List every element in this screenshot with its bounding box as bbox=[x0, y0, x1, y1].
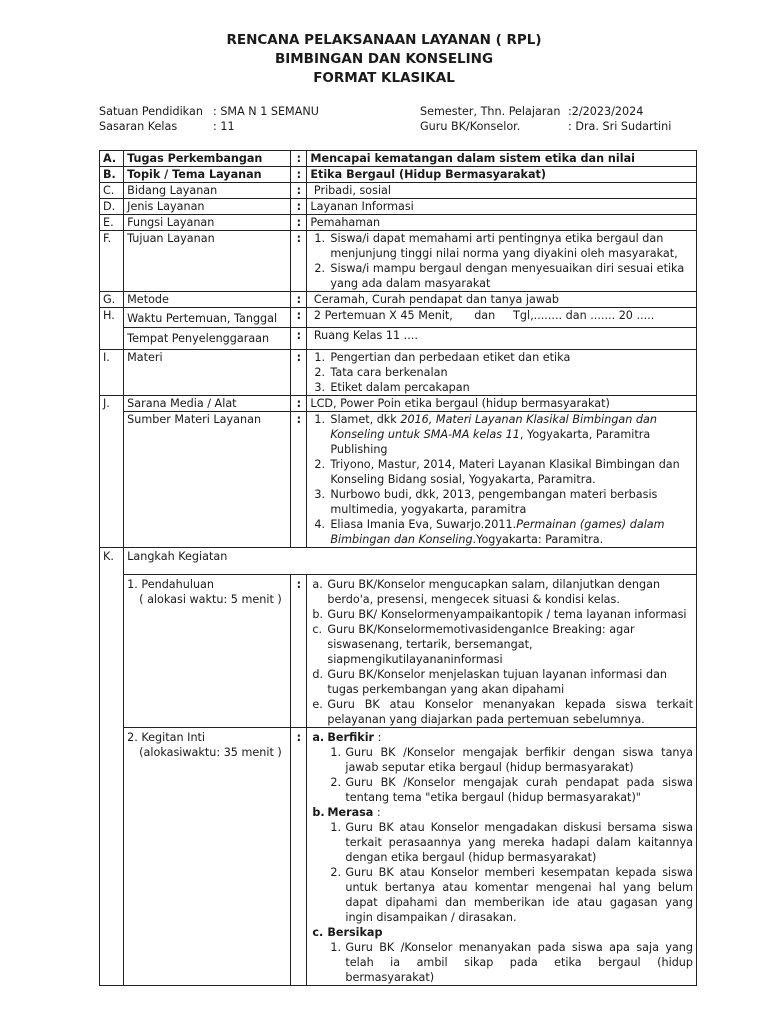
list-marker: d. bbox=[312, 667, 324, 681]
merasa-list bbox=[310, 820, 693, 925]
colon: : bbox=[291, 199, 307, 215]
row-code: K. bbox=[100, 548, 124, 575]
row-metode bbox=[100, 292, 697, 308]
group-title: Berfikir bbox=[327, 730, 375, 744]
row-materi bbox=[100, 350, 697, 396]
row-value: LCD, Power Poin etika bergaul (hidup bermasyarakat) bbox=[307, 396, 697, 412]
row-fungsi bbox=[100, 215, 697, 231]
row-tugas-perkembangan bbox=[100, 151, 697, 167]
group-marker: b. bbox=[312, 805, 325, 819]
colon: : bbox=[291, 167, 307, 183]
row-label: Materi bbox=[124, 350, 291, 396]
row-code: F. bbox=[100, 231, 124, 292]
colon: : bbox=[291, 328, 307, 350]
row-tempat bbox=[100, 328, 697, 350]
list-marker: b. bbox=[312, 607, 324, 621]
row-jenis bbox=[100, 199, 697, 215]
group-marker: c. bbox=[312, 925, 324, 939]
row-code: B. bbox=[100, 167, 124, 183]
inti-groups bbox=[310, 730, 693, 745]
inti-groups bbox=[310, 805, 693, 820]
list-marker: 1. bbox=[330, 820, 342, 834]
list-text: Guru BK/Konselor mengucapkan salam, dilanjutkan dengan berdo'a, presensi, mengecek situasi & kondisi kelas. bbox=[327, 577, 661, 606]
list-text: Etiket dalam percakapan bbox=[330, 381, 470, 394]
row-value: Mencapai kematangan dalam sistem etika dan nilai bbox=[307, 151, 697, 167]
list-marker: 4. bbox=[314, 518, 326, 531]
list-marker: 2. bbox=[314, 262, 326, 275]
row-code: J. bbox=[100, 396, 124, 412]
row-label: Waktu Pertemuan, Tanggal bbox=[124, 308, 291, 328]
list-item bbox=[310, 775, 693, 805]
group-merasa bbox=[310, 805, 693, 820]
group-berfikir bbox=[310, 730, 693, 745]
colon: : bbox=[291, 183, 307, 199]
list-text: .Yogyakarta: Paramitra. bbox=[472, 533, 604, 546]
row-value: Ruang Kelas 11 .... bbox=[307, 328, 697, 350]
school-value: : SMA N 1 SEMANU bbox=[213, 105, 319, 118]
list-text-italic: 2016, Materi Layanan Klasikal Bimbingan dan Konseling untuk SMA-MA kelas 11 bbox=[330, 413, 657, 441]
list-item bbox=[310, 865, 693, 925]
row-code-empty bbox=[100, 574, 124, 727]
berfikir-list bbox=[310, 745, 693, 805]
row-code-empty bbox=[100, 328, 124, 350]
teacher-value: : Dra. Sri Sudartini bbox=[568, 120, 672, 133]
list-text: Guru BK atau Konselor menanyakan kepada siswa terkait pelayanan yang diajarkan pada pertemuan sebelumnya. bbox=[327, 697, 693, 726]
class-value: : 11 bbox=[213, 120, 235, 133]
list-text: Guru BK/Konselor menjelaskan tujuan layanan informasi dan tugas perkembangan yang akan dipahami bbox=[327, 667, 668, 696]
row-waktu bbox=[100, 308, 697, 328]
list-item bbox=[310, 697, 693, 727]
row-value bbox=[307, 574, 697, 727]
row-value: Pribadi, sosial bbox=[307, 183, 697, 199]
row-label: Sarana Media / Alat bbox=[124, 396, 291, 412]
row-label bbox=[124, 727, 291, 985]
semester-label: Semester, Thn. Pelajaran bbox=[420, 105, 561, 118]
colon: : bbox=[291, 292, 307, 308]
list-item bbox=[310, 365, 693, 380]
list-item bbox=[310, 350, 693, 365]
row-code: H. bbox=[100, 308, 124, 328]
list-marker: e. bbox=[312, 697, 323, 711]
row-value: 2 Pertemuan X 45 Menit, dan Tgl,........ dan ....... 20 ..... bbox=[307, 308, 697, 328]
group-suffix: : bbox=[373, 805, 381, 819]
list-item bbox=[310, 607, 693, 622]
group-bersikap bbox=[310, 925, 693, 940]
list-text: Guru BK /Konselor menanyakan pada siswa apa saja yang telah ia ambil sikap pada etika bergaul (hidup bermasyarakat) bbox=[345, 940, 693, 984]
colon: : bbox=[291, 231, 307, 292]
list-item bbox=[310, 457, 693, 487]
row-bidang bbox=[100, 183, 697, 199]
step-duration: ( alokasi waktu: 5 menit ) bbox=[139, 592, 282, 606]
step-duration: (alokasiwaktu: 35 menit ) bbox=[139, 745, 282, 759]
row-kegiatan-inti bbox=[100, 727, 697, 985]
row-code: D. bbox=[100, 199, 124, 215]
list-text: Pengertian dan perbedaan etiket dan etika bbox=[330, 351, 571, 364]
group-title: Bersikap bbox=[327, 925, 383, 939]
pendahuluan-list bbox=[310, 577, 693, 727]
row-label: Langkah Kegiatan bbox=[124, 548, 697, 575]
colon: : bbox=[291, 396, 307, 412]
list-text: Siswa/i mampu bergaul dengan menyesuaikan diri sesuai etika yang ada dalam masyarakat bbox=[330, 262, 685, 290]
list-item bbox=[310, 820, 693, 865]
list-item bbox=[310, 745, 693, 775]
colon: : bbox=[291, 727, 307, 985]
group-title: Merasa bbox=[327, 805, 374, 819]
step-title: 1. Pendahuluan bbox=[127, 577, 214, 591]
list-item bbox=[310, 412, 693, 457]
row-value: Etika Bergaul (Hidup Bermasyarakat) bbox=[307, 167, 697, 183]
list-marker: 1. bbox=[330, 940, 342, 954]
colon: : bbox=[291, 412, 307, 548]
list-text: Guru BK atau Konselor mengadakan diskusi bersama siswa terkait perasaannya yang mereka hadapi dalam kaitannya dengan etika bergaul (hidup bermasyarakat) bbox=[345, 820, 693, 864]
list-item bbox=[310, 380, 693, 395]
class-label: Sasaran Kelas bbox=[99, 120, 178, 133]
list-marker: 2. bbox=[330, 865, 342, 879]
row-label: Bidang Layanan bbox=[124, 183, 291, 199]
colon: : bbox=[291, 574, 307, 727]
teacher-label: Guru BK/Konselor. bbox=[420, 120, 521, 133]
list-item bbox=[310, 487, 693, 517]
row-label: Tujuan Layanan bbox=[124, 231, 291, 292]
row-langkah bbox=[100, 548, 697, 575]
list-marker: c. bbox=[312, 622, 323, 636]
row-label: Tugas Perkembangan bbox=[124, 151, 291, 167]
row-code: I. bbox=[100, 350, 124, 396]
row-value bbox=[307, 350, 697, 396]
materi-list bbox=[310, 350, 693, 395]
colon: : bbox=[291, 215, 307, 231]
doc-title-line1: RENCANA PELAKSANAAN LAYANAN ( RPL) bbox=[226, 32, 542, 48]
school-label: Satuan Pendidikan bbox=[99, 105, 203, 118]
list-text: Nurbowo budi, dkk, 2013, pengembangan materi berbasis multimedia, yogyakarta, paramitra bbox=[330, 488, 658, 516]
row-sarana bbox=[100, 396, 697, 412]
row-value: Pemahaman bbox=[307, 215, 697, 231]
inti-groups bbox=[310, 925, 693, 940]
row-code: G. bbox=[100, 292, 124, 308]
row-label: Fungsi Layanan bbox=[124, 215, 291, 231]
row-value bbox=[307, 727, 697, 985]
row-topik bbox=[100, 167, 697, 183]
doc-title-line2: BIMBINGAN DAN KONSELING bbox=[274, 51, 494, 67]
row-label: Jenis Layanan bbox=[124, 199, 291, 215]
list-text: Guru BK /Konselor mengajak curah pendapat pada siswa tentang tema "etika bergaul (hidup bermasyarakat)" bbox=[345, 775, 693, 804]
list-marker: 3. bbox=[314, 488, 326, 501]
group-marker: a. bbox=[312, 730, 325, 744]
semester-value: :2/2023/2024 bbox=[568, 105, 644, 118]
list-text-italic: Permainan (games) dalam Bimbingan dan Konseling bbox=[330, 518, 665, 546]
row-sumber bbox=[100, 412, 697, 548]
colon: : bbox=[291, 151, 307, 167]
row-code: E. bbox=[100, 215, 124, 231]
row-pendahuluan bbox=[100, 574, 697, 727]
row-value bbox=[307, 231, 697, 292]
list-marker: 2. bbox=[330, 775, 342, 789]
list-text: Guru BK/ Konselormenyampaikantopik / tema layanan informasi bbox=[327, 607, 687, 621]
list-text: Guru BK atau Konselor memberi kesempatan kepada siswa untuk bertanya atau komentar mengenai hal yang belum dapat dipahami dan memberikan ide atau gagasan yang ingin disampaikan / dirasakan. bbox=[345, 865, 693, 924]
list-marker: 1. bbox=[330, 745, 342, 759]
colon: : bbox=[291, 350, 307, 396]
list-marker: 1. bbox=[314, 413, 326, 426]
bersikap-list bbox=[310, 940, 693, 985]
list-item bbox=[310, 231, 693, 261]
row-label bbox=[124, 574, 291, 727]
list-text: Guru BK/KonselormemotivasidenganIce Breaking: agar siswasenang, tertarik, bersemangat, siapmengikutilayananinformasi bbox=[327, 622, 635, 666]
row-code-empty bbox=[100, 412, 124, 548]
row-code: C. bbox=[100, 183, 124, 199]
list-marker: 2. bbox=[314, 366, 326, 379]
list-marker: 1. bbox=[314, 351, 326, 364]
row-label: Tempat Penyelenggaraan bbox=[124, 328, 291, 350]
list-marker: 1. bbox=[314, 232, 326, 245]
colon: : bbox=[291, 308, 307, 328]
list-marker: 3. bbox=[314, 381, 326, 394]
doc-title-line3: FORMAT KLASIKAL bbox=[313, 70, 455, 86]
list-marker: 2. bbox=[314, 458, 326, 471]
list-text: Slamet, dkk bbox=[330, 413, 401, 426]
row-value: Layanan Informasi bbox=[307, 199, 697, 215]
list-item bbox=[310, 261, 693, 291]
list-text: Eliasa Imania Eva, Suwarjo.2011. bbox=[330, 518, 517, 531]
group-suffix: : bbox=[374, 730, 382, 744]
sumber-list bbox=[310, 412, 693, 547]
list-item bbox=[310, 622, 693, 667]
step-title: 2. Kegitan Inti bbox=[127, 730, 206, 744]
row-value: Ceramah, Curah pendapat dan tanya jawab bbox=[307, 292, 697, 308]
row-value bbox=[307, 412, 697, 548]
row-code-empty bbox=[100, 727, 124, 985]
list-text: , Yogyakarta, Paramitra Publishing bbox=[330, 428, 651, 456]
row-code: A. bbox=[100, 151, 124, 167]
list-item bbox=[310, 517, 693, 547]
row-label: Sumber Materi Layanan bbox=[124, 412, 291, 548]
tujuan-list bbox=[310, 231, 693, 291]
list-text: Tata cara berkenalan bbox=[330, 366, 448, 379]
list-text: Siswa/i dapat memahami arti pentingnya etika bergaul dan menjunjung tinggi nilai norma yang diyakini oleh masyarakat, bbox=[330, 232, 678, 260]
list-text: Triyono, Mastur, 2014, Materi Layanan Klasikal Bimbingan dan Konseling Bidang sosial, Yogyakarta, Paramitra. bbox=[330, 458, 680, 486]
list-item bbox=[310, 577, 693, 607]
list-item bbox=[310, 940, 693, 985]
row-tujuan bbox=[100, 231, 697, 292]
list-marker: a. bbox=[312, 577, 323, 591]
row-label: Topik / Tema Layanan bbox=[124, 167, 291, 183]
rpl-table bbox=[99, 150, 697, 986]
list-item bbox=[310, 667, 693, 697]
list-text: Guru BK /Konselor mengajak berfikir dengan siswa tanya jawab seputar etika bergaul (hidup bermasyarakat) bbox=[345, 745, 693, 774]
row-label: Metode bbox=[124, 292, 291, 308]
